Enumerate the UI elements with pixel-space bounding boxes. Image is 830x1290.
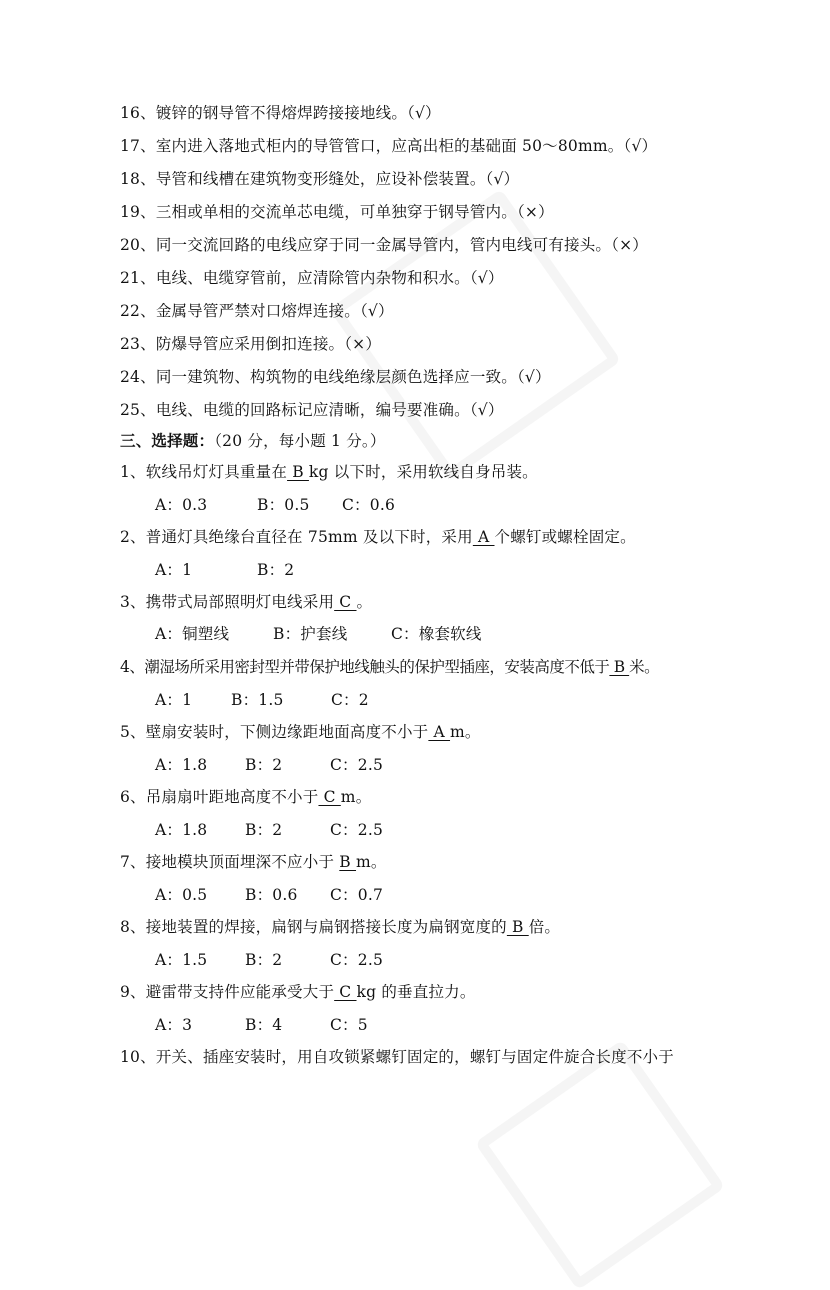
option-row xyxy=(155,560,294,580)
option-row xyxy=(155,755,383,775)
answer-blank: C xyxy=(334,593,357,611)
answer-mark: （×） xyxy=(344,335,382,353)
judgment-item xyxy=(120,400,504,420)
answer-mark: （√） xyxy=(485,170,520,188)
judgment-item xyxy=(120,136,657,156)
question-text: 22、金属导管严禁对口熔焊连接。 xyxy=(120,302,360,320)
answer-mark: （√） xyxy=(407,104,441,122)
choice-question xyxy=(120,527,636,547)
question-text: 19、三相或单相的交流单芯电缆，可单独穿于钢导管内。 xyxy=(120,203,517,221)
choice-question xyxy=(120,592,372,612)
answer-blank: B xyxy=(609,658,630,676)
option-c: C：2 xyxy=(331,691,369,709)
judgment-item xyxy=(120,334,381,354)
question-text: 10、开关、插座安装时，用自攻锁紧螺钉固定的，螺钉与固定件旋合长度不小于 xyxy=(120,1048,674,1066)
question-text: 5、壁扇安装时，下侧边缘距地面高度不小于 xyxy=(120,723,429,741)
option-a: A：3 xyxy=(155,1016,193,1034)
option-b: B：0.6 xyxy=(245,886,298,904)
question-text: 18、导管和线槽在建筑物变形缝处，应设补偿装置。 xyxy=(120,170,486,188)
question-text: 。 xyxy=(356,593,373,611)
option-b: B：2 xyxy=(257,561,295,579)
option-b: B：2 xyxy=(245,756,283,774)
question-text: kg 的垂直拉力。 xyxy=(356,983,476,1001)
answer-blank: B xyxy=(287,463,309,481)
option-c: C：2.5 xyxy=(330,821,384,839)
question-text: m。 xyxy=(340,788,372,806)
judgment-item xyxy=(120,202,554,222)
option-a: A：1.8 xyxy=(155,821,208,839)
question-text: m。 xyxy=(450,723,481,741)
option-row xyxy=(155,1015,368,1035)
question-text: 米。 xyxy=(629,658,660,676)
option-a: A：0.3 xyxy=(155,496,208,514)
answer-mark: （√） xyxy=(469,269,504,287)
question-text: 23、防爆导管应采用倒扣连接。 xyxy=(120,335,345,353)
question-text: 17、室内进入落地式柜内的导管管口，应高出柜的基础面 50～80mm。 xyxy=(120,137,624,155)
option-a: A：铜塑线 xyxy=(155,625,230,643)
question-text: 9、避雷带支持件应能承受大于 xyxy=(120,983,335,1001)
question-text: 个螺钉或螺栓固定。 xyxy=(494,528,636,546)
judgment-item xyxy=(120,235,648,255)
option-row xyxy=(155,624,482,644)
option-row xyxy=(155,950,383,970)
answer-mark: （√） xyxy=(469,401,504,419)
choice-question xyxy=(120,1047,674,1067)
question-text: kg 以下时，采用软线自身吊装。 xyxy=(308,463,538,481)
option-row xyxy=(155,820,383,840)
answer-blank: B xyxy=(339,853,357,871)
option-a: A：1.8 xyxy=(155,756,208,774)
option-c: C：2.5 xyxy=(330,951,384,969)
answer-blank: A xyxy=(428,723,451,741)
question-text: 2、普通灯具绝缘台直径在 75mm 及以下时，采用 xyxy=(120,528,473,546)
choice-question xyxy=(120,722,481,742)
choice-question xyxy=(120,917,560,937)
option-row xyxy=(155,690,369,710)
question-text: 3、携带式局部照明灯电线采用 xyxy=(120,593,335,611)
option-a: A：0.5 xyxy=(155,886,208,904)
option-b: B：护套线 xyxy=(273,625,348,643)
judgment-item xyxy=(120,367,551,387)
question-text: 1、软线吊灯灯具重量在 xyxy=(120,463,288,481)
option-a: A：1.5 xyxy=(155,951,208,969)
section-note: （20 分，每小题 1 分。） xyxy=(214,432,386,450)
question-text: 21、电线、电缆穿管前，应清除管内杂物和积水。 xyxy=(120,269,470,287)
answer-blank: B xyxy=(506,918,529,936)
choice-question xyxy=(120,982,476,1002)
question-text: 24、同一建筑物、构筑物的电线绝缘层颜色选择应一致。 xyxy=(120,368,517,386)
watermark-stamp xyxy=(475,1040,726,1290)
question-text: 4、潮湿场所采用密封型并带保护地线触头的保护型插座，安装高度不低于 xyxy=(120,658,610,676)
option-b: B：2 xyxy=(245,821,283,839)
option-c: C：0.7 xyxy=(330,886,384,904)
choice-question xyxy=(120,787,371,807)
option-b: B：4 xyxy=(245,1016,283,1034)
judgment-item xyxy=(120,268,504,288)
option-row xyxy=(155,495,395,515)
choice-question xyxy=(120,657,659,677)
option-a: A：1 xyxy=(155,691,193,709)
section-title: 三、选择题： xyxy=(120,431,215,450)
answer-mark: （√） xyxy=(516,368,551,386)
option-row xyxy=(155,885,383,905)
question-text: 8、接地装置的焊接，扁钢与扁钢搭接长度为扁钢宽度的 xyxy=(120,918,507,936)
option-b: B：0.5 xyxy=(257,496,310,514)
option-c: C：橡套软线 xyxy=(391,625,482,643)
question-text: 6、吊扇扇叶距地高度不小于 xyxy=(120,788,319,806)
judgment-item xyxy=(120,103,441,123)
question-text: m。 xyxy=(356,853,387,871)
answer-mark: （√） xyxy=(623,137,658,155)
option-c: C：5 xyxy=(330,1016,368,1034)
question-text: 20、同一交流回路的电线应穿于同一金属导管内，管内电线可有接头。 xyxy=(120,236,612,254)
judgment-item xyxy=(120,169,519,189)
option-b: B：2 xyxy=(245,951,283,969)
option-c: C：0.6 xyxy=(342,496,396,514)
choice-question xyxy=(120,462,538,482)
question-text: 倍。 xyxy=(528,918,561,936)
question-text: 25、电线、电缆的回路标记应清晰，编号要准确。 xyxy=(120,401,470,419)
answer-blank: A xyxy=(472,528,495,546)
option-b: B：1.5 xyxy=(231,691,284,709)
answer-blank: C xyxy=(318,788,341,806)
answer-mark: （×） xyxy=(516,203,554,221)
question-text: 7、接地模块顶面埋深不应小于 xyxy=(120,853,340,871)
option-c: C：2.5 xyxy=(330,756,384,774)
section-heading xyxy=(120,431,386,451)
answer-blank: C xyxy=(334,983,357,1001)
choice-question xyxy=(120,852,387,872)
answer-mark: （√） xyxy=(359,302,394,320)
judgment-item xyxy=(120,301,394,321)
question-text: 16、镀锌的钢导管不得熔焊跨接接地线。 xyxy=(120,104,408,122)
option-a: A：1 xyxy=(155,561,193,579)
answer-mark: （×） xyxy=(611,236,648,254)
